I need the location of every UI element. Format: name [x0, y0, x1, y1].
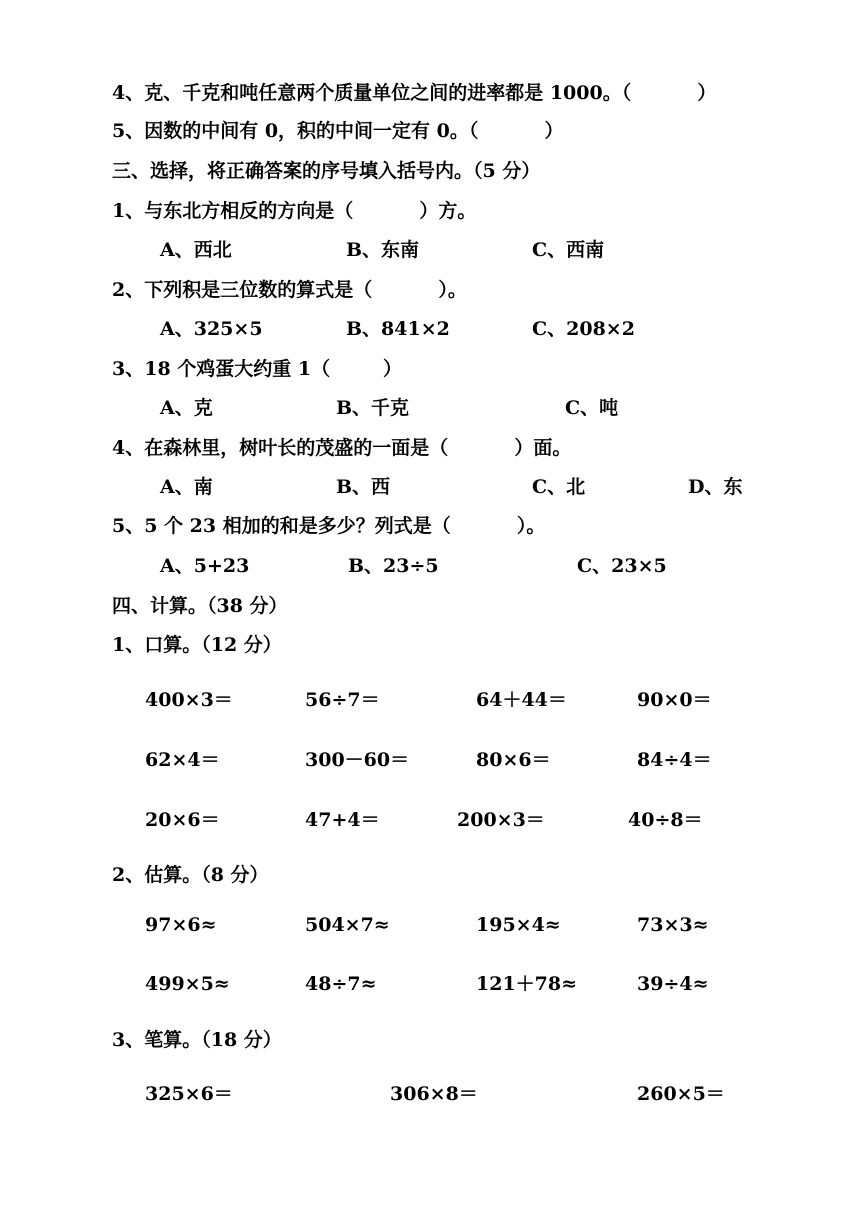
written-calc-item: 306×8＝ [390, 1083, 478, 1105]
choice-5-option-c: C、23×5 [577, 555, 667, 577]
choice-4-option-a: A、南 [160, 476, 213, 498]
estimate-item: 48÷7≈ [305, 973, 377, 995]
choice-4-option-b: B、西 [336, 476, 391, 498]
judge-question-5: 5、因数的中间有 0，积的中间一定有 0。（ ） [112, 120, 564, 142]
oral-calc-item: 84÷4＝ [637, 749, 712, 771]
estimate-item: 121＋78≈ [476, 973, 578, 995]
oral-calc-item: 20×6＝ [145, 809, 220, 831]
estimate-item: 195×4≈ [476, 914, 561, 936]
estimate-title: 2、估算。（8 分） [112, 864, 269, 886]
choice-2-option-b: B、841×2 [346, 318, 450, 340]
choice-1-option-a: A、西北 [160, 239, 232, 261]
oral-calc-item: 64＋44＝ [476, 689, 567, 711]
estimate-item: 504×7≈ [305, 914, 390, 936]
oral-calc-item: 40÷8＝ [628, 809, 703, 831]
written-calc-item: 260×5＝ [637, 1083, 725, 1105]
section-title-choice: 三、选择，将正确答案的序号填入括号内。（5 分） [112, 160, 541, 182]
choice-question-4: 4、在森林里，树叶长的茂盛的一面是（ ）面。 [112, 437, 572, 459]
section-title-calculation: 四、计算。（38 分） [112, 595, 288, 617]
estimate-item: 73×3≈ [637, 914, 709, 936]
choice-3-option-c: C、吨 [565, 397, 619, 419]
oral-calc-item: 62×4＝ [145, 749, 220, 771]
estimate-item: 97×6≈ [145, 914, 217, 936]
choice-question-3: 3、18 个鸡蛋大约重 1（ ） [112, 358, 403, 380]
choice-question-5: 5、5 个 23 相加的和是多少？列式是（ ）。 [112, 515, 546, 537]
oral-calc-title: 1、口算。（12 分） [112, 634, 282, 656]
oral-calc-item: 56÷7＝ [305, 689, 380, 711]
written-calc-item: 325×6＝ [145, 1083, 233, 1105]
choice-3-option-a: A、克 [160, 397, 213, 419]
choice-1-option-c: C、西南 [532, 239, 605, 261]
judge-question-4: 4、克、千克和吨任意两个质量单位之间的进率都是 1000。（ ） [112, 82, 717, 104]
choice-question-2: 2、下列积是三位数的算式是（ ）。 [112, 279, 467, 301]
choice-2-option-a: A、325×5 [160, 318, 263, 340]
choice-3-option-b: B、千克 [336, 397, 410, 419]
estimate-item: 499×5≈ [145, 973, 230, 995]
choice-4-option-d: D、东 [688, 476, 743, 498]
choice-5-option-a: A、5+23 [160, 555, 250, 577]
choice-question-1: 1、与东北方相反的方向是（ ）方。 [112, 200, 477, 222]
oral-calc-item: 200×3＝ [457, 809, 545, 831]
choice-1-option-b: B、东南 [346, 239, 420, 261]
oral-calc-item: 400×3＝ [145, 689, 233, 711]
oral-calc-item: 300－60＝ [305, 749, 410, 771]
estimate-item: 39÷4≈ [637, 973, 709, 995]
choice-4-option-c: C、北 [532, 476, 586, 498]
choice-5-option-b: B、23÷5 [348, 555, 439, 577]
oral-calc-item: 47+4＝ [305, 809, 380, 831]
choice-2-option-c: C、208×2 [532, 318, 635, 340]
written-calc-title: 3、笔算。（18 分） [112, 1029, 282, 1051]
oral-calc-item: 90×0＝ [637, 689, 712, 711]
oral-calc-item: 80×6＝ [476, 749, 551, 771]
